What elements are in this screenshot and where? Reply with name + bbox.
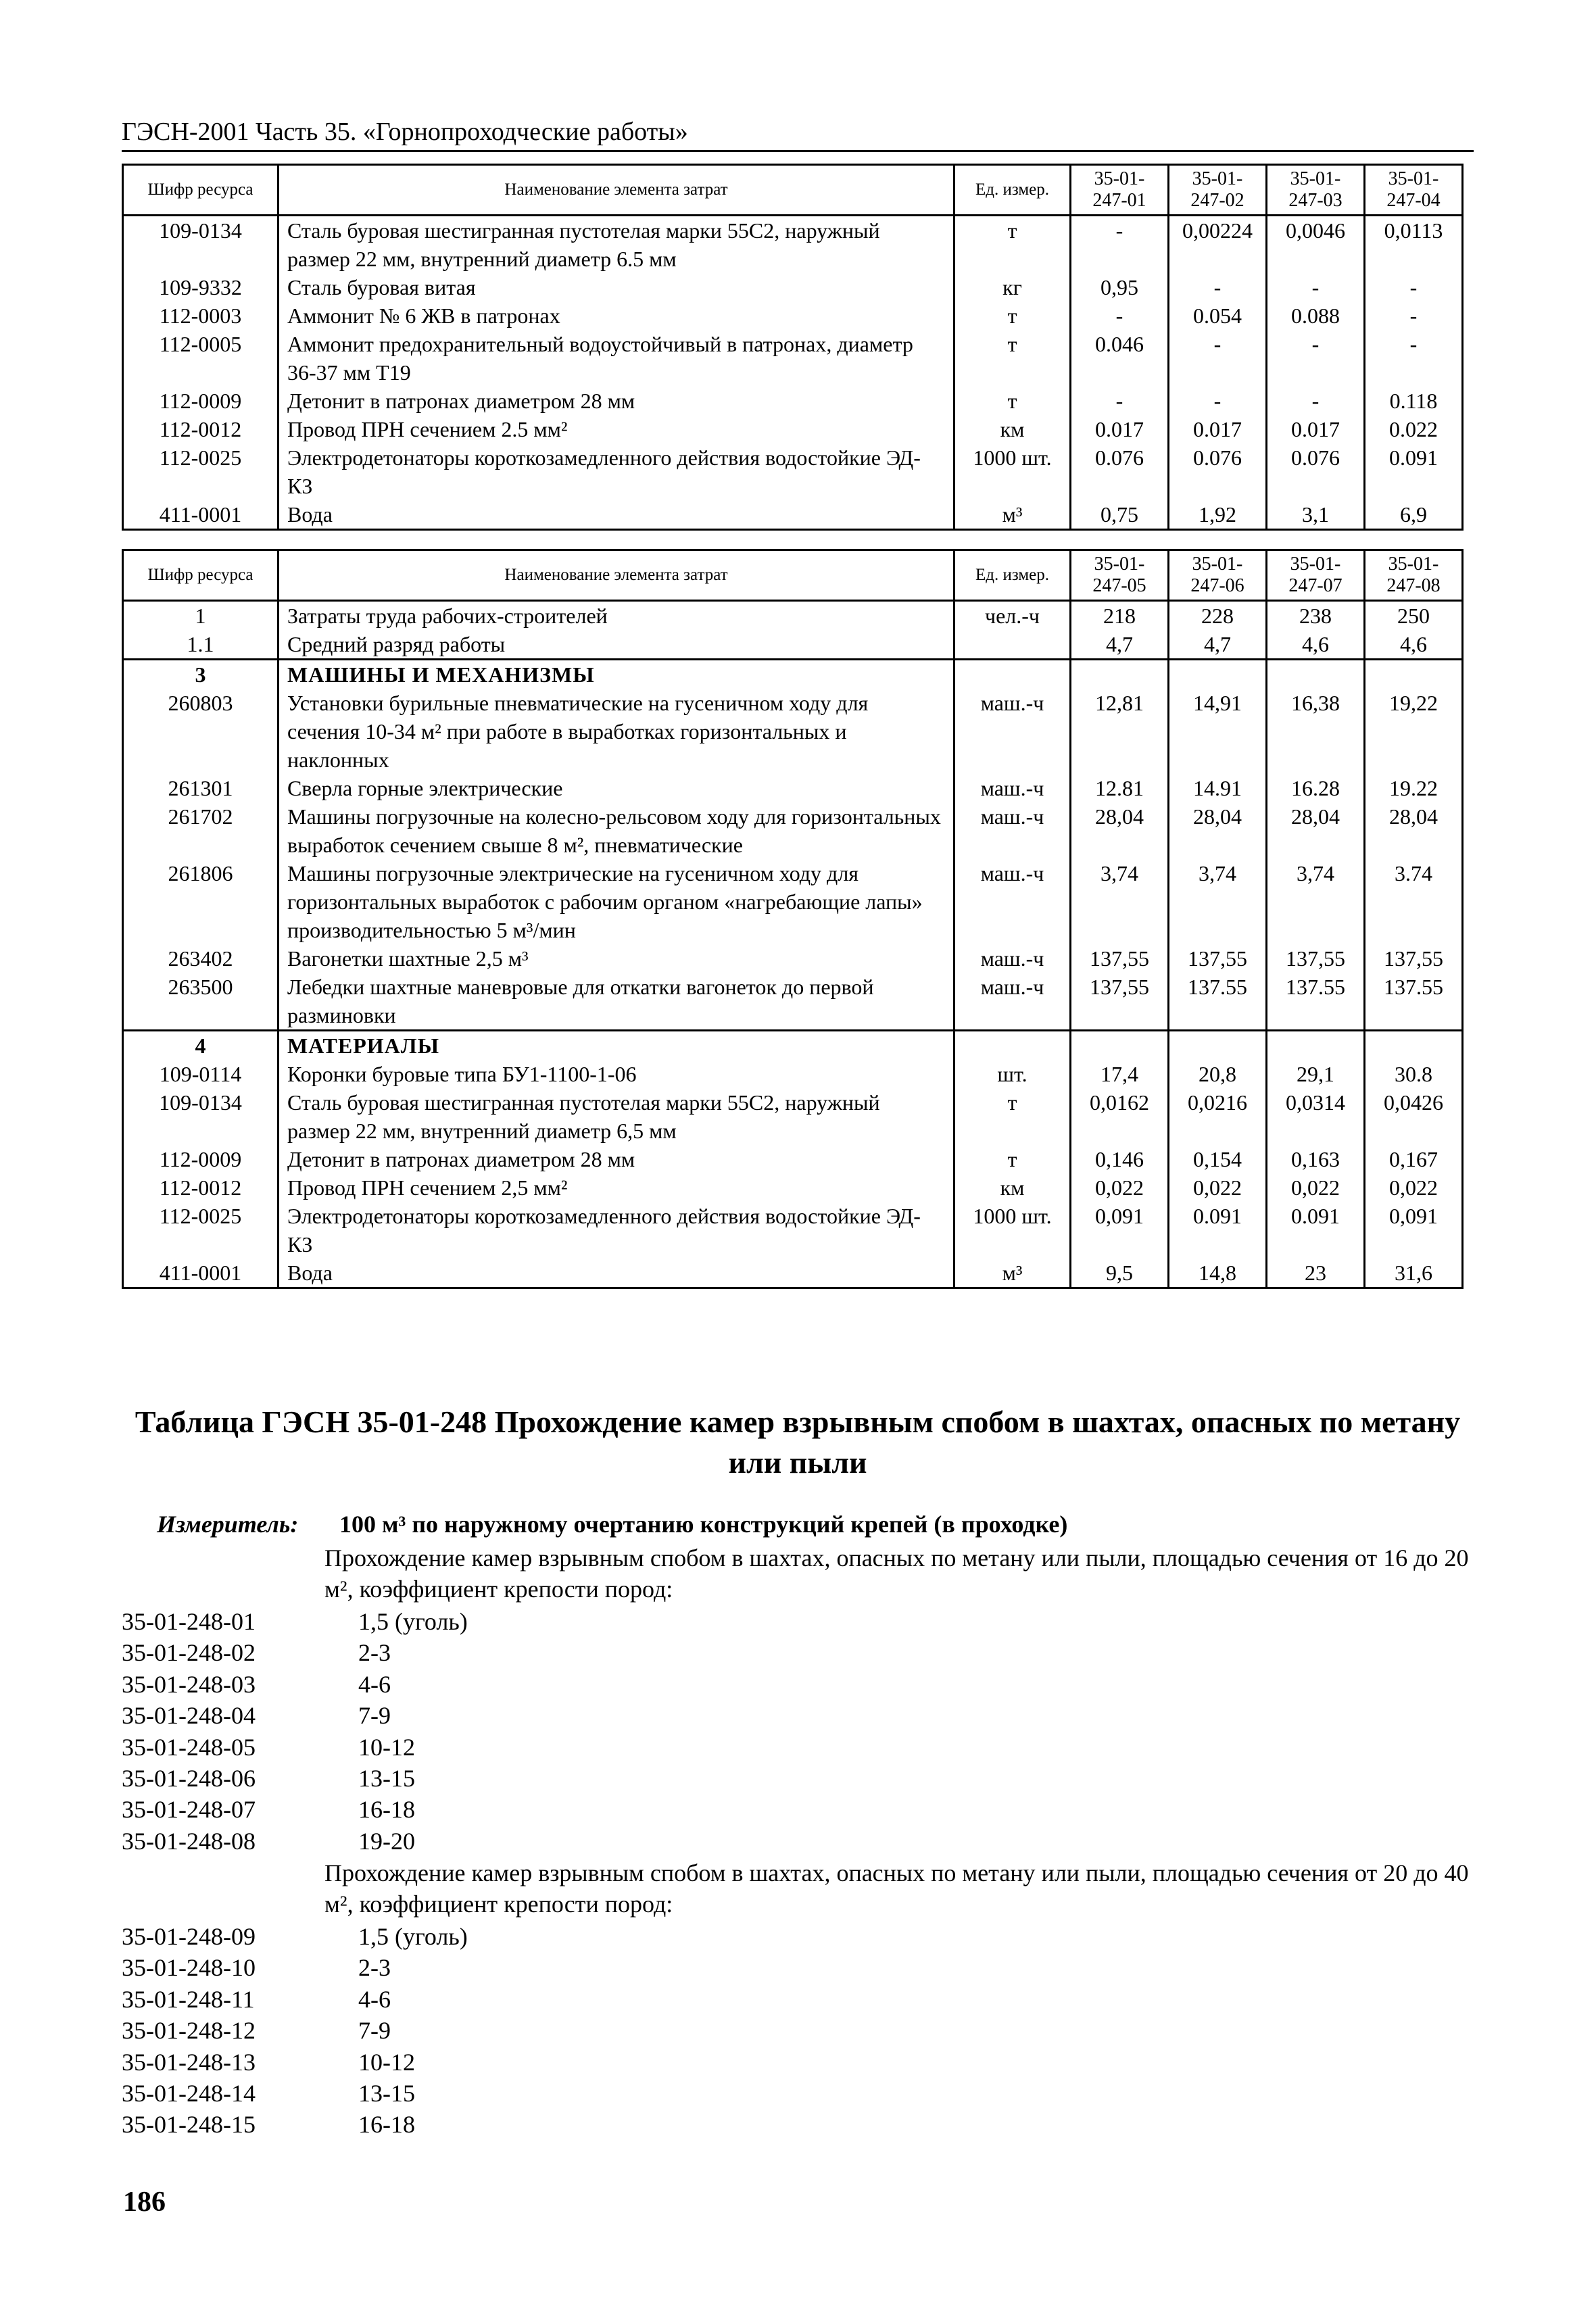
header-col-247-01: 35-01- 247-01: [1071, 165, 1169, 216]
resource-value: 29,1: [1267, 1060, 1365, 1088]
rock-hardness: 13-15: [358, 1765, 415, 1793]
resource-value: 28,04: [1071, 802, 1169, 859]
resource-value: [1365, 1031, 1463, 1061]
resource-name: Электродетонаторы короткозамедленного действия водостойкие ЭД-КЗ: [279, 443, 954, 500]
rock-hardness: 10-12: [358, 1733, 415, 1761]
resource-code: 263500: [123, 973, 279, 1031]
resource-value: 137,55: [1071, 944, 1169, 973]
resource-value: 19,22: [1365, 689, 1463, 774]
resource-value: 238: [1267, 601, 1365, 631]
list-item: [122, 2015, 1136, 2046]
norm-code: 35-01-248-02: [122, 1639, 256, 1667]
norm-code: 35-01-248-04: [122, 1702, 256, 1730]
resource-value: [1365, 660, 1463, 689]
resource-unit: шт.: [954, 1060, 1071, 1088]
header-code: Шифр ресурса: [123, 550, 279, 601]
resource-code: 263402: [123, 944, 279, 973]
resource-code: 112-0025: [123, 1202, 279, 1259]
resource-value: 0.076: [1267, 443, 1365, 500]
table-row: [123, 1088, 1463, 1145]
resource-value: 14,8: [1169, 1259, 1267, 1288]
table-row: [123, 1259, 1463, 1288]
resource-value: -: [1267, 387, 1365, 415]
norm-code: 35-01-248-14: [122, 2080, 256, 2107]
resource-value: 0.076: [1071, 443, 1169, 500]
resource-name: Вода: [279, 500, 954, 530]
rock-hardness: 4-6: [358, 1670, 391, 1698]
resource-code: 1: [123, 601, 279, 631]
list-item: [122, 1700, 1136, 1731]
resource-value: [1071, 660, 1169, 689]
resource-value: 12,81: [1071, 689, 1169, 774]
table-row: [123, 1145, 1463, 1173]
resource-name: Вагонетки шахтные 2,5 м³: [279, 944, 954, 973]
resource-value: 4,7: [1071, 630, 1169, 660]
norm-code: 35-01-248-03: [122, 1670, 256, 1698]
table2-body: [123, 601, 1463, 1288]
resource-name: Лебедки шахтные маневровые для откатки вагонеток до первой разминовки: [279, 973, 954, 1031]
table-row: [123, 301, 1463, 330]
resource-value: -: [1071, 216, 1169, 274]
resource-code: 411-0001: [123, 1259, 279, 1288]
resource-unit: маш.-ч: [954, 802, 1071, 859]
resource-code: 112-0009: [123, 387, 279, 415]
resource-value: 0.091: [1365, 443, 1463, 500]
resource-value: 0,0113: [1365, 216, 1463, 274]
resource-value: 0,091: [1071, 1202, 1169, 1259]
header-unit: Ед. измер.: [954, 165, 1071, 216]
resource-unit: маш.-ч: [954, 944, 1071, 973]
resource-code: 261806: [123, 859, 279, 944]
list-item: [122, 1732, 1136, 1763]
norm-code: 35-01-248-06: [122, 1765, 256, 1793]
resource-value: 17,4: [1071, 1060, 1169, 1088]
resource-unit: т: [954, 387, 1071, 415]
rock-hardness: 2-3: [358, 1639, 391, 1667]
resource-name: МАШИНЫ И МЕХАНИЗМЫ: [279, 660, 954, 689]
table-row: [123, 630, 1463, 660]
header-code: Шифр ресурса: [123, 165, 279, 216]
list-item: [122, 2078, 1136, 2109]
resource-code: 109-0134: [123, 1088, 279, 1145]
resource-value: 0,0216: [1169, 1088, 1267, 1145]
resource-value: 28,04: [1169, 802, 1267, 859]
resource-value: 0.091: [1169, 1202, 1267, 1259]
rock-hardness: 7-9: [358, 2017, 391, 2045]
list-item: [122, 2047, 1136, 2078]
norm-code: 35-01-248-08: [122, 1827, 256, 1855]
rock-hardness: 16-18: [358, 1796, 415, 1824]
header-col-247-07: 35-01- 247-07: [1267, 550, 1365, 601]
table-row: [123, 415, 1463, 443]
resource-value: 16.28: [1267, 774, 1365, 802]
resource-name: Провод ПРН сечением 2.5 мм²: [279, 415, 954, 443]
resource-code: 260803: [123, 689, 279, 774]
resource-value: 137.55: [1267, 973, 1365, 1031]
table-header-row: [123, 550, 1463, 601]
page-number: 186: [123, 2187, 166, 2218]
resource-value: 0,091: [1365, 1202, 1463, 1259]
resource-value: 3,1: [1267, 500, 1365, 530]
table-row: [123, 1060, 1463, 1088]
norm-code: 35-01-248-10: [122, 1954, 256, 1982]
resource-value: 3.74: [1365, 859, 1463, 944]
rock-hardness: 2-3: [358, 1954, 391, 1982]
meter-text: 100 м³ по наружному очертанию конструкций крепей (в проходке): [339, 1511, 1068, 1538]
resource-value: 0,0426: [1365, 1088, 1463, 1145]
resource-value: 9,5: [1071, 1259, 1169, 1288]
list-item: [122, 1826, 1136, 1857]
resource-value: [1169, 660, 1267, 689]
resource-code: 112-0005: [123, 330, 279, 387]
header-col-247-02: 35-01- 247-02: [1169, 165, 1267, 216]
resource-value: 0,00224: [1169, 216, 1267, 274]
resource-value: 0,95: [1071, 273, 1169, 301]
resource-code: 112-0012: [123, 415, 279, 443]
resource-unit: маш.-ч: [954, 689, 1071, 774]
resource-value: 0.017: [1071, 415, 1169, 443]
list-item: [122, 1984, 1136, 2015]
resource-value: 0,146: [1071, 1145, 1169, 1173]
resource-unit: чел.-ч: [954, 601, 1071, 631]
resource-value: 0,022: [1071, 1173, 1169, 1202]
table-row: [123, 689, 1463, 774]
resource-unit: км: [954, 415, 1071, 443]
resource-code: 4: [123, 1031, 279, 1061]
resource-value: [1267, 660, 1365, 689]
resource-value: 1,92: [1169, 500, 1267, 530]
resource-name: Электродетонаторы короткозамедленного действия водостойкие ЭД-КЗ: [279, 1202, 954, 1259]
resource-value: 250: [1365, 601, 1463, 631]
section-row: [123, 1031, 1463, 1061]
meter-label: Измеритель:: [157, 1511, 299, 1538]
resource-name: Детонит в патронах диаметром 28 мм: [279, 387, 954, 415]
resource-table-247-01-04: [122, 164, 1464, 531]
resource-value: 0.022: [1365, 415, 1463, 443]
resource-code: 261702: [123, 802, 279, 859]
resource-value: 6,9: [1365, 500, 1463, 530]
resource-value: -: [1071, 301, 1169, 330]
meter-line: [157, 1509, 1475, 1540]
resource-value: [1169, 1031, 1267, 1061]
section-row: [123, 660, 1463, 689]
table-row: [123, 443, 1463, 500]
table-row: [123, 330, 1463, 387]
resource-unit: [954, 1031, 1071, 1061]
resource-value: 3,74: [1267, 859, 1365, 944]
resource-name: Сверла горные электрические: [279, 774, 954, 802]
resource-value: -: [1169, 273, 1267, 301]
resource-value: 20,8: [1169, 1060, 1267, 1088]
resource-unit: маш.-ч: [954, 859, 1071, 944]
rock-hardness: 13-15: [358, 2080, 415, 2107]
header-name: Наименование элемента затрат: [279, 165, 954, 216]
norm-code: 35-01-248-05: [122, 1733, 256, 1761]
table-row: [123, 216, 1463, 274]
resource-value: 0.017: [1169, 415, 1267, 443]
resource-value: -: [1267, 273, 1365, 301]
list-item: [122, 1606, 1136, 1637]
list-item: [122, 1794, 1136, 1825]
table-row: [123, 500, 1463, 530]
header-col-247-08: 35-01- 247-08: [1365, 550, 1463, 601]
rock-hardness: 4-6: [358, 1985, 391, 2013]
resource-name: Установки бурильные пневматические на гусеничном ходу для сечения 10-34 м² при работе в выработках горизонтальных и наклонных: [279, 689, 954, 774]
resource-value: 0.088: [1267, 301, 1365, 330]
resource-value: 14.91: [1169, 774, 1267, 802]
norm-code: 35-01-248-09: [122, 1923, 256, 1950]
rock-hardness: 16-18: [358, 2111, 415, 2139]
resource-value: 0,167: [1365, 1145, 1463, 1173]
resource-value: 137,55: [1365, 944, 1463, 973]
resource-value: 0.054: [1169, 301, 1267, 330]
resource-unit: м³: [954, 500, 1071, 530]
resource-value: 16,38: [1267, 689, 1365, 774]
group2-description: Прохождение камер взрывным спобом в шахтах, опасных по метану или пыли, площадью сечения от 20 до 40 м², коэффициент крепости пород:: [324, 1859, 1469, 1918]
resource-name: Аммонит № 6 ЖВ в патронах: [279, 301, 954, 330]
resource-code: 1.1: [123, 630, 279, 660]
resource-value: 28,04: [1267, 802, 1365, 859]
resource-name: Коронки буровые типа БУ1-1100-1-06: [279, 1060, 954, 1088]
resource-unit: 1000 шт.: [954, 1202, 1071, 1259]
table-row: [123, 802, 1463, 859]
resource-value: 4,6: [1365, 630, 1463, 660]
resource-value: 137.55: [1365, 973, 1463, 1031]
norm-code: 35-01-248-12: [122, 2017, 256, 2045]
resource-value: 3,74: [1169, 859, 1267, 944]
table-row: [123, 1202, 1463, 1259]
resource-value: -: [1267, 330, 1365, 387]
resource-value: 0,0314: [1267, 1088, 1365, 1145]
resource-code: 411-0001: [123, 500, 279, 530]
resource-value: 31,6: [1365, 1259, 1463, 1288]
resource-name: Машины погрузочные на колесно-рельсовом ходу для горизонтальных выработок сечением свыше 8 м², пневматические: [279, 802, 954, 859]
table-row: [123, 973, 1463, 1031]
resource-value: 0.046: [1071, 330, 1169, 387]
resource-code: 112-0025: [123, 443, 279, 500]
list-item: [122, 1952, 1136, 1983]
resource-value: 28,04: [1365, 802, 1463, 859]
resource-value: 0.076: [1169, 443, 1267, 500]
resource-value: 0,75: [1071, 500, 1169, 530]
resource-value: 137,55: [1267, 944, 1365, 973]
resource-value: 23: [1267, 1259, 1365, 1288]
resource-value: 3,74: [1071, 859, 1169, 944]
resource-unit: т: [954, 216, 1071, 274]
resource-unit: т: [954, 330, 1071, 387]
resource-unit: т: [954, 1088, 1071, 1145]
resource-name: Затраты труда рабочих-строителей: [279, 601, 954, 631]
header-col-247-05: 35-01- 247-05: [1071, 550, 1169, 601]
list-item: [122, 1637, 1136, 1668]
norm-code: 35-01-248-11: [122, 1985, 255, 2013]
resource-code: 109-9332: [123, 273, 279, 301]
resource-value: 12.81: [1071, 774, 1169, 802]
group1-description: Прохождение камер взрывным спобом в шахтах, опасных по метану или пыли, площадью сечения от 16 до 20 м², коэффициент крепости пород:: [324, 1544, 1469, 1603]
header-name: Наименование элемента затрат: [279, 550, 954, 601]
group2-codes: [122, 1921, 1136, 2141]
resource-table-247-05-08: [122, 549, 1464, 1289]
resource-name: Вода: [279, 1259, 954, 1288]
resource-value: 0.118: [1365, 387, 1463, 415]
header-col-247-04: 35-01- 247-04: [1365, 165, 1463, 216]
resource-value: 228: [1169, 601, 1267, 631]
table-header-row: [123, 165, 1463, 216]
resource-value: -: [1365, 301, 1463, 330]
resource-value: -: [1365, 273, 1463, 301]
header-unit: Ед. измер.: [954, 550, 1071, 601]
resource-value: 0.017: [1267, 415, 1365, 443]
resource-name: Аммонит предохранительный водоустойчивый в патронах, диаметр 36-37 мм Т19: [279, 330, 954, 387]
norm-code: 35-01-248-15: [122, 2111, 256, 2139]
resource-value: 0,0046: [1267, 216, 1365, 274]
resource-code: 112-0003: [123, 301, 279, 330]
resource-unit: маш.-ч: [954, 774, 1071, 802]
resource-code: 261301: [123, 774, 279, 802]
resource-unit: км: [954, 1173, 1071, 1202]
resource-unit: т: [954, 301, 1071, 330]
table-row: [123, 944, 1463, 973]
resource-value: 14,91: [1169, 689, 1267, 774]
running-header: ГЭСН-2001 Часть 35. «Горнопроходческие работы»: [122, 116, 1474, 152]
resource-value: 218: [1071, 601, 1169, 631]
resource-value: 4,6: [1267, 630, 1365, 660]
resource-unit: маш.-ч: [954, 973, 1071, 1031]
norm-code: 35-01-248-13: [122, 2048, 256, 2076]
resource-code: 109-0134: [123, 216, 279, 274]
resource-unit: [954, 660, 1071, 689]
header-col-247-06: 35-01- 247-06: [1169, 550, 1267, 601]
resource-value: 19.22: [1365, 774, 1463, 802]
resource-unit: кг: [954, 273, 1071, 301]
rock-hardness: 7-9: [358, 1702, 391, 1730]
resource-value: 30.8: [1365, 1060, 1463, 1088]
resource-value: 137,55: [1169, 944, 1267, 973]
resource-value: -: [1169, 330, 1267, 387]
resource-value: [1071, 1031, 1169, 1061]
resource-code: 112-0012: [123, 1173, 279, 1202]
list-item: [122, 1921, 1136, 1952]
resource-value: 0,163: [1267, 1145, 1365, 1173]
table-row: [123, 1173, 1463, 1202]
resource-name: Машины погрузочные электрические на гусеничном ходу для горизонтальных выработок с рабочим органом «нагребающие лапы» производительностью 5 м³/мин: [279, 859, 954, 944]
table-row: [123, 859, 1463, 944]
list-item: [122, 1763, 1136, 1794]
norm-code: 35-01-248-07: [122, 1796, 256, 1824]
resource-name: Сталь буровая шестигранная пустотелая марки 55С2, наружный размер 22 мм, внутренний диаметр 6,5 мм: [279, 1088, 954, 1145]
resource-value: 4,7: [1169, 630, 1267, 660]
resource-unit: 1000 шт.: [954, 443, 1071, 500]
resource-code: 112-0009: [123, 1145, 279, 1173]
resource-code: 3: [123, 660, 279, 689]
resource-value: [1267, 1031, 1365, 1061]
resource-unit: м³: [954, 1259, 1071, 1288]
list-item: [122, 1669, 1136, 1700]
header-col-247-03: 35-01- 247-03: [1267, 165, 1365, 216]
resource-name: Детонит в патронах диаметром 28 мм: [279, 1145, 954, 1173]
norm-code: 35-01-248-01: [122, 1608, 256, 1635]
group1-codes: [122, 1606, 1136, 1857]
table-row: [123, 601, 1463, 631]
table-title: Таблица ГЭСН 35-01-248 Прохождение камер взрывным спобом в шахтах, опасных по метану или пыли: [135, 1405, 1461, 1480]
resource-name: Сталь буровая витая: [279, 273, 954, 301]
resource-name: Провод ПРН сечением 2,5 мм²: [279, 1173, 954, 1202]
resource-name: Средний разряд работы: [279, 630, 954, 660]
resource-name: Сталь буровая шестигранная пустотелая марки 55С2, наружный размер 22 мм, внутренний диаметр 6.5 мм: [279, 216, 954, 274]
resource-value: 137,55: [1071, 973, 1169, 1031]
resource-value: 137.55: [1169, 973, 1267, 1031]
rock-hardness: 1,5 (уголь): [358, 1923, 468, 1950]
resource-value: -: [1071, 387, 1169, 415]
resource-unit: т: [954, 1145, 1071, 1173]
rock-hardness: 10-12: [358, 2048, 415, 2076]
resource-name: МАТЕРИАЛЫ: [279, 1031, 954, 1061]
rock-hardness: 1,5 (уголь): [358, 1608, 468, 1635]
list-item: [122, 2109, 1136, 2140]
table-row: [123, 273, 1463, 301]
resource-value: 0,022: [1365, 1173, 1463, 1202]
resource-value: 0,0162: [1071, 1088, 1169, 1145]
table-row: [123, 387, 1463, 415]
table1-body: [123, 216, 1463, 530]
resource-value: -: [1169, 387, 1267, 415]
table-row: [123, 774, 1463, 802]
resource-value: 0,022: [1267, 1173, 1365, 1202]
resource-unit: [954, 630, 1071, 660]
resource-value: -: [1365, 330, 1463, 387]
resource-value: 0.091: [1267, 1202, 1365, 1259]
resource-code: 109-0114: [123, 1060, 279, 1088]
rock-hardness: 19-20: [358, 1827, 415, 1855]
resource-value: 0,022: [1169, 1173, 1267, 1202]
resource-value: 0,154: [1169, 1145, 1267, 1173]
